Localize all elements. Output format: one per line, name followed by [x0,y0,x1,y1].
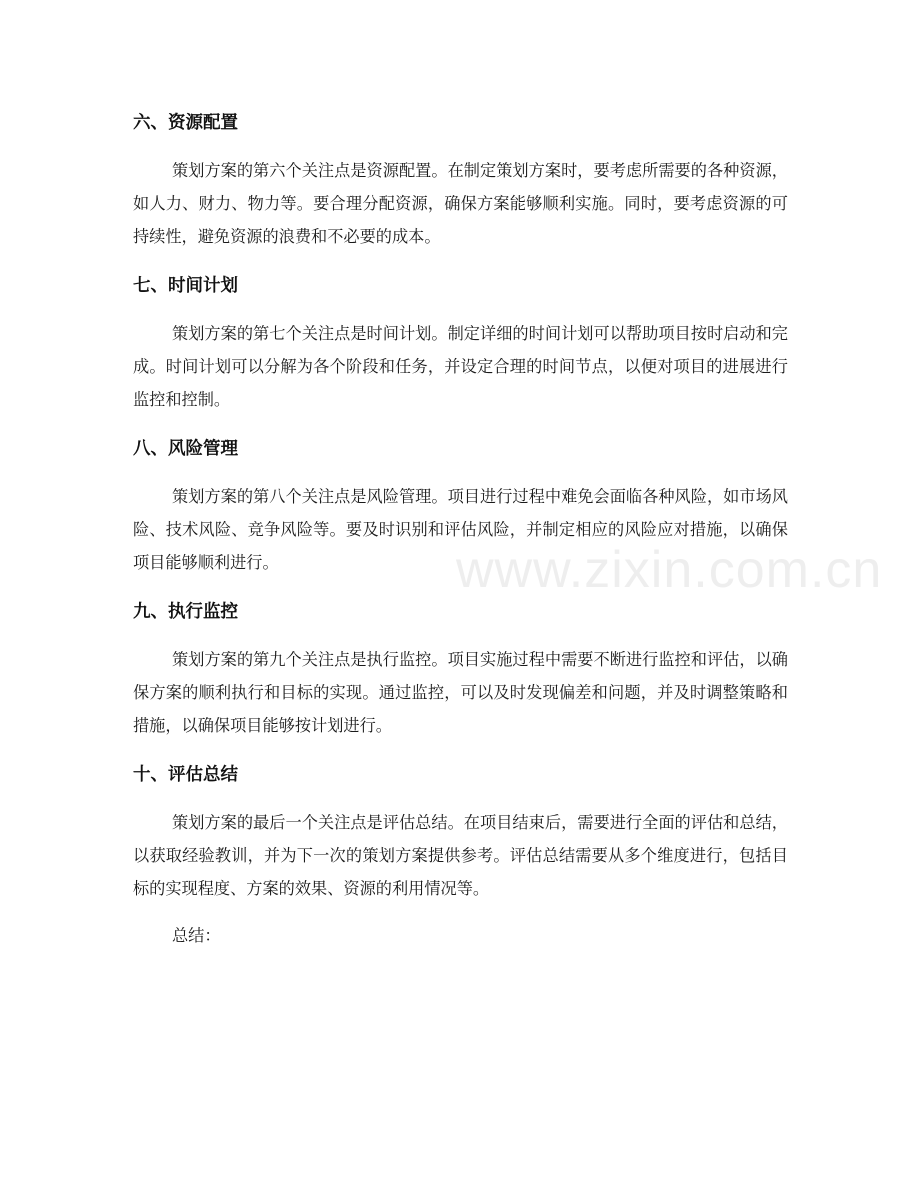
section-heading-resource-allocation: 六、资源配置 [133,113,238,133]
section-body-time-plan: 策划方案的第七个关注点是时间计划。制定详细的时间计划可以帮助项目按时启动和完成。时间计划可以分解为各个阶段和任务，并设定合理的时间节点，以便对项目的进展进行监控和控制。 [133,324,788,409]
section-body-execution-monitoring: 策划方案的第九个关注点是执行监控。项目实施过程中需要不断进行监控和评估，以确保方案的顺利执行和目标的实现。通过监控，可以及时发现偏差和问题，并及时调整策略和措施，以确保项目能够按计划进行。 [133,650,788,735]
watermark: www.zixin.com.cn [456,541,883,599]
section-body-risk-management: 策划方案的第八个关注点是风险管理。项目进行过程中难免会面临各种风险，如市场风险、技术风险、竞争风险等。要及时识别和评估风险，并制定相应的风险应对措施，以确保项目能够顺利进行。 [133,487,788,572]
section-heading-risk-management: 八、风险管理 [133,439,238,459]
section-heading-execution-monitoring: 九、执行监控 [133,602,238,622]
summary-label: 总结： [172,926,221,945]
section-body-resource-allocation: 策划方案的第六个关注点是资源配置。在制定策划方案时，要考虑所需要的各种资源，如人力、财力、物力等。要合理分配资源，确保方案能够顺利实施。同时，要考虑资源的可持续性，避免资源的浪费和不必要的成本。 [133,161,788,246]
section-body-evaluation-summary: 策划方案的最后一个关注点是评估总结。在项目结束后，需要进行全面的评估和总结，以获取经验教训，并为下一次的策划方案提供参考。评估总结需要从多个维度进行，包括目标的实现程度、方案的效果、资源的利用情况等。 [133,813,788,898]
section-heading-evaluation-summary: 十、评估总结 [133,765,238,785]
section-heading-time-plan: 七、时间计划 [133,276,238,296]
document-content [133,104,788,952]
